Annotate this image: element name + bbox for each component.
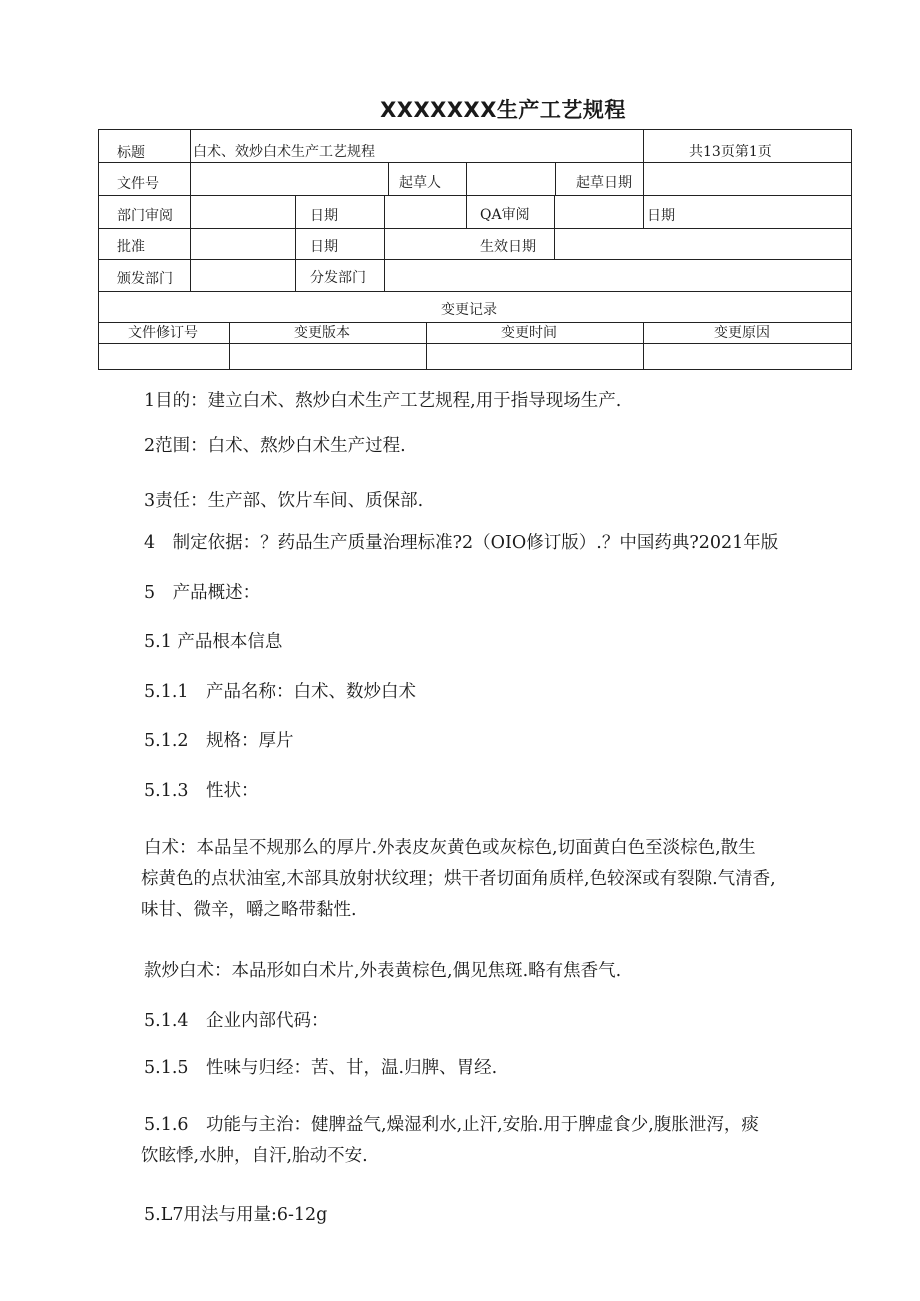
- issue-dept-label: 颁发部门: [117, 271, 173, 287]
- row-divider: [99, 162, 851, 163]
- date-label: 日期: [647, 208, 675, 224]
- approve-label: 批准: [117, 239, 145, 255]
- title-label: 标题: [117, 145, 145, 161]
- col-divider: [388, 163, 389, 195]
- col-divider: [466, 163, 467, 195]
- change-column-header: 变更原因: [714, 325, 770, 341]
- row-divider: [99, 322, 851, 323]
- effective-date-label: 生效日期: [480, 239, 536, 255]
- section-responsibility: 3责任：生产部、饮片车间、质保部.: [144, 491, 424, 511]
- section-overview: 5 产品概述：: [144, 583, 261, 603]
- paragraph-line: 饮眩悸,水肿，自汗,胎动不安.: [141, 1146, 368, 1166]
- paragraph-line: 白术：本品呈不规那么的厚片.外表皮灰黄色或灰棕色,切面黄白色至淡棕色,散生: [144, 838, 756, 858]
- col-divider: [643, 195, 644, 228]
- col-divider: [190, 130, 191, 291]
- paragraph-line: 味甘、微辛，嚼之略带黏性.: [141, 900, 357, 920]
- col-divider: [555, 163, 556, 195]
- date-label: 日期: [310, 208, 338, 224]
- col-divider: [466, 195, 467, 228]
- col-divider: [554, 195, 555, 259]
- col-divider: [384, 195, 385, 291]
- baizhu-description: [141, 833, 920, 926]
- document-title: XXXXXXX生产工艺规程: [380, 98, 626, 122]
- change-column-header: 变更时间: [501, 325, 557, 341]
- change-record-label: 变更记录: [441, 302, 497, 318]
- col-divider: [643, 322, 644, 369]
- col-divider: [643, 130, 644, 163]
- drafter-label: 起草人: [399, 175, 441, 191]
- title-value: 白术、效炒白术生产工艺规程: [193, 144, 375, 160]
- section-basis: 4 制定依据：？药品生产质量治理标准?2（OIO修订版）.？中国药典?2021年版: [144, 533, 779, 553]
- section-5-1-2: 5.1.2 规格：厚片: [144, 731, 294, 751]
- row-divider: [99, 343, 851, 344]
- draft-date-label: 起草日期: [576, 175, 632, 191]
- qa-review-label: QA审阅: [480, 207, 530, 223]
- section-5-1: 5.1 产品根本信息: [144, 632, 283, 652]
- section-purpose: 1目的：建立白术、熬炒白术生产工艺规程,用于指导现场生产.: [144, 391, 622, 411]
- change-column-header: 文件修订号: [128, 325, 198, 341]
- section-5-1-4: 5.1.4 企业内部代码：: [144, 1011, 329, 1031]
- section-5-1-6: [141, 1110, 920, 1172]
- col-divider: [426, 322, 427, 369]
- row-divider: [99, 291, 851, 292]
- header-table: [98, 129, 852, 370]
- col-divider: [295, 195, 296, 291]
- distribute-dept-label: 分发部门: [310, 270, 366, 286]
- date-label: 日期: [310, 239, 338, 255]
- fuchao-description: 款炒白术：本品形如白术片,外表黄棕色,偶见焦斑.略有焦香气.: [144, 961, 622, 981]
- doc-no-label: 文件号: [117, 176, 159, 192]
- paragraph-line: 棕黄色的点状油室,木部具放射状纹理；烘干者切面角质样,色较深或有裂隙.气清香,: [141, 869, 776, 889]
- row-divider: [99, 259, 851, 260]
- section-5-1-7: 5.L7用法与用量:6-12g: [144, 1205, 328, 1225]
- section-scope: 2范围：白术、熬炒白术生产过程.: [144, 436, 406, 456]
- col-divider: [643, 163, 644, 195]
- col-divider: [229, 322, 230, 369]
- dept-review-label: 部门审阅: [117, 208, 173, 224]
- section-5-1-3: 5.1.3 性状：: [144, 781, 259, 801]
- paragraph-line: 5.1.6 功能与主治：健脾益气,燥湿利水,止汗,安胎.用于脾虚食少,腹胀泄泻，痰: [144, 1115, 759, 1135]
- section-5-1-1: 5.1.1 产品名称：白术、数炒白术: [144, 682, 417, 702]
- page-info: 共13页第1页: [689, 144, 772, 160]
- section-5-1-5: 5.1.5 性味与归经：苦、甘，温.归脾、胃经.: [144, 1058, 498, 1078]
- row-divider: [99, 195, 851, 196]
- change-column-header: 变更版本: [294, 325, 350, 341]
- row-divider: [99, 228, 851, 229]
